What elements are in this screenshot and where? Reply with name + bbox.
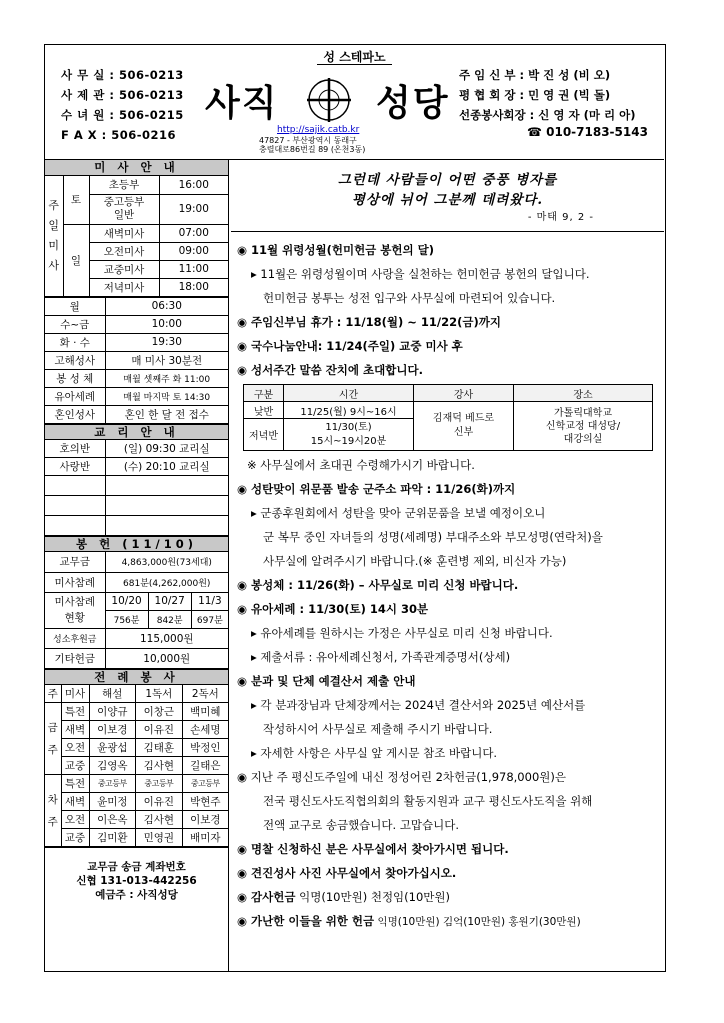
- contact-row-convent: 수 녀 원 : 506-0215: [61, 108, 184, 122]
- notices: ◉ 11월 위령성월(헌미헌금 봉헌의 달) ▸ 11월은 위령성월이며 사랑을 실천하는 헌미헌금 봉헌의 달입니다. 헌미헌금 봉투는 성전 입구와 사무실에 마련되어 있습니다. ◉ 주임신부님 휴가 : 11/18(월) ~ 11/22(금)까지 ◉ 국수나눔안내: 11/24(주일) 교중 미사 후 ◉ 성서주간 말씀 잔치에 초대합니다. 구분 시간 강사 장소 낮반 11/25(월) 9시~16시 김재덕 베드로 신부 가톨릭대학교 신학교정 대성당/ 대강의실 저녁반 11/30(토) 15시~19시20분 ※ 사무실에서 초대권 수령해가시기 바랍니다. ◉ 성탄맞이 위문품 발송 군주소 파악 : 11/26(화)까지 ▸ 군종후원회에서 성탄을 맞아 군위문품을 보낼 예정이오니 군 복무 중인 자녀들의 성명(세례명) 부대주소와 부모성명(연락처)을 사무실에 알려주시기 바랍니다.(※ 훈련병 제외, 비신자 가능) ◉ 봉성체 : 11/26(화) – 사무실로 미리 신청 바랍니다. ◉ 유아세례 : 11/30(토) 14시 30분 ▸ 유아세례를 원하시는 가정은 사무실로 미리 신청 바랍니다. ▸ 제출서류 : 유아세례신청서, 가족관계증명서(상세) ◉ 분과 및 단체 예결산서 제출 안내 ▸ 각 분과장님과 단체장께서는 2024년 결산서와 2025년 예산서를 작성하시어 사무실로 제출해 주시기 바랍니다. ▸ 자세한 사항은 사무실 앞 게시문 참조 바랍니다. ◉ 지난 주 평신도주일에 내신 정성어린 2차헌금(1,978,000원)은 전국 평신도사도직협의회의 활동지원과 교구 평신도사도직을 위해 전액 교구로 송금했습니다. 고맙습니다. ◉ 명찰 신청하신 분은 사무실에서 찾아가시면 됩니다. ◉ 견진성사 사진 사무실에서 찾아가십시오. ◉ 감사헌금 익명(10만원) 천정임(10만원) ◉ 가난한 이들을 위한 헌금 익명(10만원) 김억(10만원) 홍원기(30만원): [231, 232, 664, 934]
- notice-4: ◉ 성서주간 말씀 잔치에 초대합니다.: [237, 363, 423, 377]
- class-section-title: 교 리 안 내: [45, 424, 228, 440]
- notice-8: ◉ 분과 및 단체 예결산서 제출 안내: [237, 674, 416, 688]
- staff-row-council: 평 협 회 장 : 민 영 권 (빅 돌): [459, 88, 611, 102]
- notice-3: ◉ 국수나눔안내: 11/24(주일) 교중 미사 후: [237, 339, 463, 353]
- right-column: [231, 160, 664, 972]
- notice-10: ◉ 명찰 신청하신 분은 사무실에서 찾아가시면 됩니다.: [237, 842, 509, 856]
- bible-week-table: 구분 시간 강사 장소 낮반 11/25(월) 9시~16시 김재덕 베드로 신부 가톨릭대학교 신학교정 대성당/ 대강의실 저녁반 11/30(토) 15시~19시20분: [243, 384, 653, 451]
- patron-label: 성 스테파노: [45, 48, 664, 65]
- scripture-quote: 그런데 사람들이 어떤 중풍 병자를 평상에 뉘어 그분께 데려왔다.: [337, 172, 558, 208]
- notice-2: ◉ 주임신부님 휴가 : 11/18(월) ~ 11/22(금)까지: [237, 315, 501, 329]
- left-column: [45, 160, 229, 972]
- scripture-reference: - 마태 9, 2 -: [527, 212, 594, 223]
- title-left: 사직: [205, 83, 279, 124]
- website-link[interactable]: http://sajik.catb.kr: [277, 125, 360, 135]
- staff-info-right: [459, 65, 635, 125]
- notice-13: ◉ 가난한 이들을 위한 헌금 익명(10만원) 김억(10만원) 홍원기(30만원): [237, 914, 581, 928]
- attendance-label: 미사참례 현황: [45, 592, 105, 628]
- notice-1: ◉ 11월 위령성월(헌미헌금 봉헌의 달): [237, 243, 434, 257]
- notice-6: ◉ 봉성체 : 11/26(화) – 사무실로 미리 신청 바랍니다.: [237, 578, 519, 592]
- bulletin-page: [44, 44, 666, 972]
- this-week-label: 금 주: [45, 703, 61, 775]
- weekday-schedule-table: 월 06:30 수~금 10:00 화 · 수 19:30 고해성사 매 미사 30분전 봉 성 체 매월 셋째주 화 11:00 유아세례 매월 마지막 토 14:30 혼인성사 혼인 한 달 전 접수: [45, 297, 228, 424]
- church-logo-icon: [304, 75, 354, 125]
- offering-section-title: 봉 헌 (11/10): [45, 536, 228, 552]
- contact-row-fax: F A X : 506-0216: [61, 128, 177, 142]
- sunday-mass-label: 주 일 미 사: [45, 176, 63, 296]
- church-address: 47827 - 부산광역시 동래구 충렬대로86번길 89 (온천3동): [259, 136, 366, 154]
- liturgy-table: 주 미사 해설 1독서 2독서 금 주 특전 이양규 이창근 백미혜 새벽 이보경 이유진 손세명 오전 윤광섭 김태훈 박정인 교중 김영옥 김사현 길태은 차 주 특전 중고등부 중고등부 중고등부 새벽 윤미정 이유진 박현주 오전 이은옥 김사현 이보경 교중 김미환 민영권 배미자: [45, 685, 228, 848]
- notice-9: ◉ 지난 주 평신도주일에 내신 정성어린 2차헌금(1,978,000원)은: [237, 770, 566, 784]
- bulletin-header: [45, 45, 664, 160]
- saturday-label: 토: [63, 176, 89, 224]
- mass-section-title: 미 사 안 내: [45, 160, 228, 176]
- contact-row-office: 사 무 실 : 506-0213: [61, 68, 184, 82]
- title-right: 성당: [376, 83, 450, 124]
- notice-7: ◉ 유아세례 : 11/30(토) 14시 30분: [237, 602, 429, 616]
- offering-table: 교무금 4,863,000원(73세대) 미사참례 681분(4,262,000원) 미사참례 현황 10/20 10/27 11/3 756분 842분 697분 성소후원금 115,000원 기타헌금 10,000원: [45, 552, 228, 669]
- contact-row-rectory: 사 제 관 : 506-0213: [61, 88, 184, 102]
- notice-5: ◉ 성탄맞이 위문품 발송 군주소 파악 : 11/26(화)까지: [237, 482, 516, 496]
- sunday-label: 일: [63, 224, 89, 296]
- staff-row-pastor: 주 임 신 부 : 박 진 성 (비 오): [459, 68, 611, 82]
- notice-11: ◉ 견진성사 사진 사무실에서 찾아가십시오.: [237, 866, 457, 880]
- account-info: 교무금 송금 계좌번호 신협 131-013-442256 예금주 : 사직성당: [45, 847, 228, 902]
- notice-12: ◉ 감사헌금 익명(10만원) 천정임(10만원): [237, 890, 450, 904]
- contact-info-left: [61, 65, 184, 145]
- phone-number: ☎ 010-7183-5143: [527, 125, 648, 139]
- staff-row-funeral: 선종봉사회장 : 신 영 자 (마 리 아): [459, 108, 636, 122]
- liturgy-section-title: 전 례 봉 사: [45, 669, 228, 685]
- next-week-label: 차 주: [45, 775, 61, 847]
- class-table: 호의반 (일) 09:30 교리실 사랑반 (수) 20:10 교리실: [45, 440, 228, 537]
- mass-schedule-table: 주 일 미 사 토 초등부 16:00 중고등부 일반 19:00 일 새벽미사 07:00 오전미사 09:00 교중미사 11:00 저녁미사 18:00: [45, 176, 228, 297]
